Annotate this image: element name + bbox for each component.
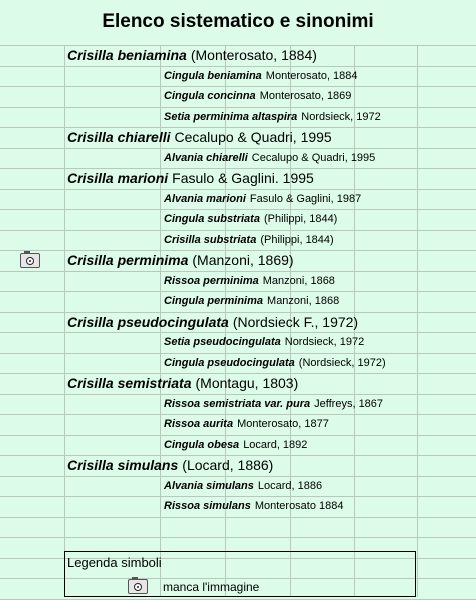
grid-row-line — [0, 127, 476, 128]
species-author: (Montagu, 1803) — [195, 375, 299, 391]
species-row — [67, 457, 273, 473]
grid-row-line — [0, 353, 476, 354]
synonym-name: Rissoa semistriata var. pura — [164, 398, 311, 410]
grid-row-line — [0, 476, 476, 477]
species-author: (Locard, 1886) — [182, 457, 274, 473]
synonym-name: Rissoa aurita — [164, 418, 234, 430]
legend-title: Legenda simboli — [67, 555, 162, 570]
grid-row-line — [0, 66, 476, 67]
grid-row-line — [0, 189, 476, 190]
species-name: Crisilla pseudocingulata — [67, 314, 229, 330]
grid-column-line — [64, 45, 65, 597]
synonym-author: Manzoni, 1868 — [262, 275, 335, 287]
synonym-row — [164, 275, 335, 287]
synonym-name: Cingula beniamina — [164, 70, 262, 82]
species-row — [67, 314, 358, 330]
synonym-row — [164, 234, 334, 246]
synonym-row — [164, 193, 361, 205]
synonym-row — [164, 439, 307, 451]
synonym-name: Alvania simulans — [164, 480, 254, 492]
species-name: Crisilla simulans — [67, 457, 179, 473]
synonym-author: Nordsieck, 1972 — [301, 111, 381, 123]
synonym-author: Monterosato, 1884 — [265, 70, 358, 82]
synonym-name: Rissoa simulans — [164, 500, 251, 512]
synonym-name: Setia perminima altaspira — [164, 111, 298, 123]
synonym-name: Cingula concinna — [164, 90, 256, 102]
grid-row-line — [0, 435, 476, 436]
species-name: Crisilla perminima — [67, 252, 189, 268]
grid-row-line — [0, 414, 476, 415]
camera-icon — [20, 253, 40, 268]
grid-row-line — [0, 537, 476, 538]
synonym-name: Alvania marioni — [164, 193, 246, 205]
synonym-author: Nordsieck, 1972 — [284, 336, 365, 348]
species-author: (Monterosato, 1884) — [190, 47, 317, 63]
page-title: Elenco sistematico e sinonimi — [0, 0, 476, 44]
synonym-author: Locard, 1892 — [243, 439, 308, 451]
synonym-author: Cecalupo & Quadri, 1995 — [251, 152, 376, 164]
grid-row-line — [0, 312, 476, 313]
grid-row-line — [0, 107, 476, 108]
species-name: Crisilla beniamina — [67, 47, 187, 63]
synonym-author: Monterosato, 1877 — [237, 418, 329, 430]
camera-icon-lens — [26, 257, 34, 265]
species-author: (Manzoni, 1869) — [192, 252, 294, 268]
grid-row-line — [0, 517, 476, 518]
grid-row-line — [0, 291, 476, 292]
synonym-author: (Philippi, 1844) — [263, 213, 338, 225]
grid-row-line — [0, 45, 476, 46]
species-row — [67, 47, 317, 63]
synonym-name: Alvania chiarelli — [164, 152, 248, 164]
grid-row-line — [0, 148, 476, 149]
synonym-name: Cingula obesa — [164, 439, 240, 451]
species-author: Cecalupo & Quadri, 1995 — [174, 129, 332, 145]
synonym-author: (Nordsieck, 1972) — [298, 357, 386, 369]
synonym-row — [164, 398, 383, 410]
species-row — [67, 170, 314, 186]
grid-row-line — [0, 394, 476, 395]
synonym-row — [164, 111, 381, 123]
synonym-author: Monterosato 1884 — [254, 500, 344, 512]
synonym-name: Cingula perminima — [164, 295, 264, 307]
synonym-author: (Philippi, 1844) — [260, 234, 334, 246]
synonym-author: Locard, 1886 — [257, 480, 323, 492]
synonym-name: Setia pseudocingulata — [164, 336, 281, 348]
grid-row-line — [0, 250, 476, 251]
synonym-name: Cingula substriata — [164, 213, 260, 225]
synonym-row — [164, 418, 329, 430]
synonym-row — [164, 152, 375, 164]
synonym-row — [164, 70, 358, 82]
synonym-author: Fasulo & Gaglini, 1987 — [249, 193, 362, 205]
synonym-author: Jeffreys, 1867 — [314, 398, 384, 410]
synonym-row — [164, 357, 386, 369]
synonym-author: Manzoni, 1868 — [267, 295, 340, 307]
species-name: Crisilla chiarelli — [67, 129, 171, 145]
camera-icon-top — [24, 251, 30, 254]
species-name: Crisilla semistriata — [67, 375, 192, 391]
species-row — [67, 129, 332, 145]
grid-row-line — [0, 271, 476, 272]
synonym-name: Rissoa perminima — [164, 275, 259, 287]
synonym-row — [164, 213, 337, 225]
grid-row-line — [0, 496, 476, 497]
species-row — [67, 375, 298, 391]
synonym-name: Cingula pseudocingulata — [164, 357, 295, 369]
synonym-row — [164, 500, 344, 512]
synonym-row — [164, 90, 351, 102]
grid-row-line — [0, 332, 476, 333]
grid-row-line — [0, 373, 476, 374]
grid-row-line — [0, 168, 476, 169]
grid-row-line — [0, 86, 476, 87]
species-author: Fasulo & Gaglini. 1995 — [172, 170, 314, 186]
grid-column-line — [417, 45, 418, 597]
grid-row-line — [0, 209, 476, 210]
synonym-row — [164, 336, 364, 348]
synonym-author: Monterosato, 1869 — [259, 90, 352, 102]
legend-item-text: manca l'immagine — [163, 580, 260, 594]
grid-row-line — [0, 230, 476, 231]
grid-row-line — [0, 455, 476, 456]
species-row — [67, 252, 294, 268]
species-author: (Nordsieck F., 1972) — [232, 314, 359, 330]
synonym-name: Crisilla substriata — [164, 234, 257, 246]
synonym-row — [164, 480, 322, 492]
camera-icon — [128, 579, 148, 594]
synonym-row — [164, 295, 339, 307]
species-name: Crisilla marioni — [67, 170, 169, 186]
